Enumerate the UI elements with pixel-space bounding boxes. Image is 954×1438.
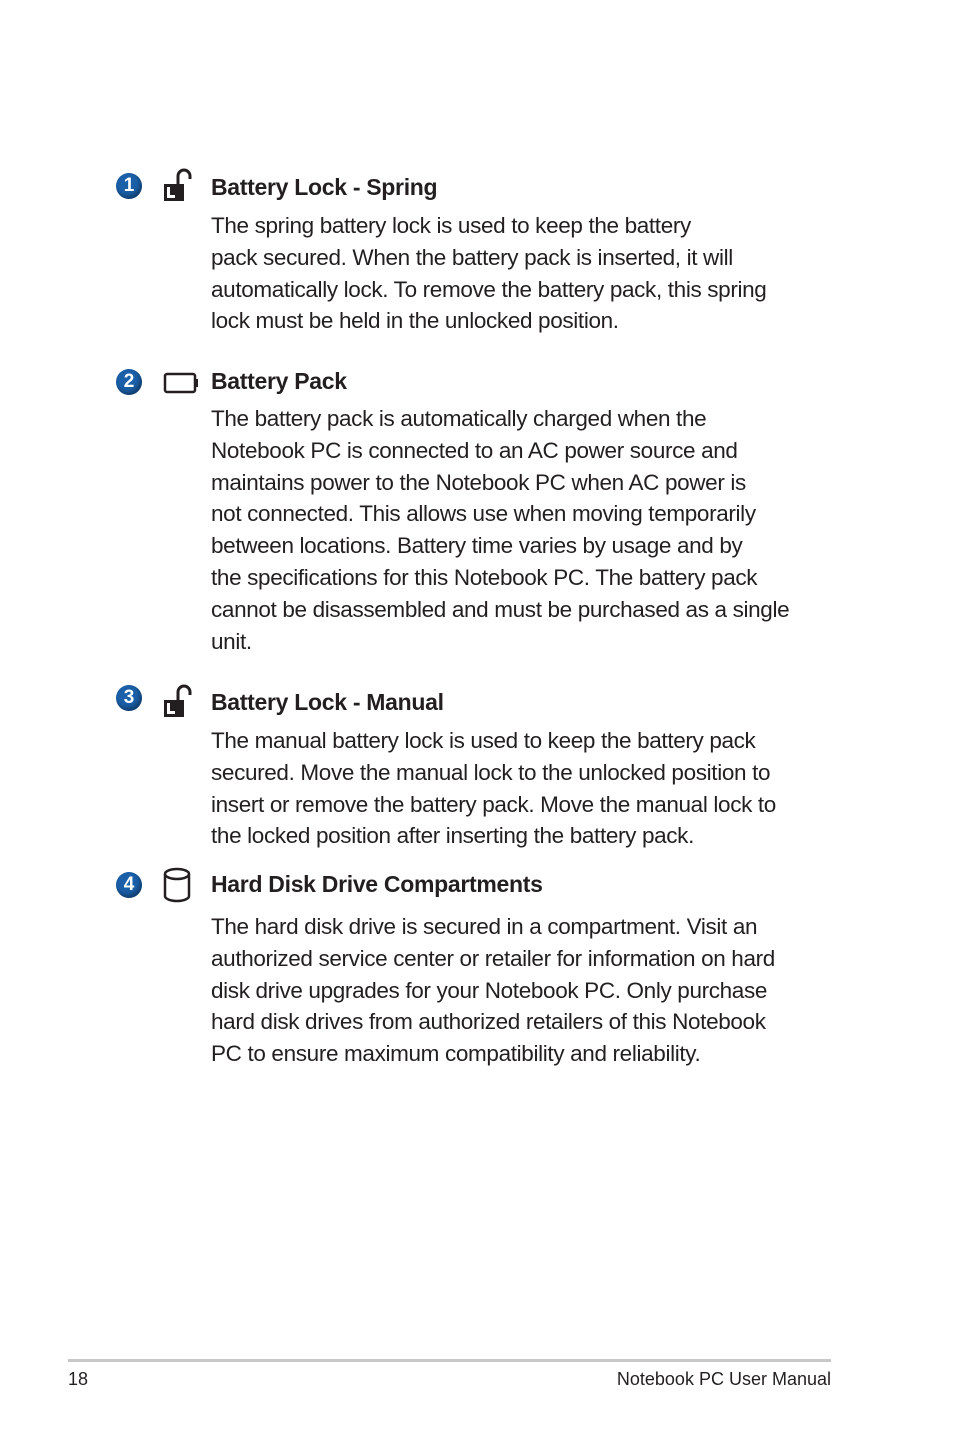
item-number-badge: 3 — [116, 685, 142, 711]
body-line: the locked position after inserting the battery pack. — [211, 823, 694, 849]
section-title: Battery Lock - Spring — [211, 174, 438, 200]
unlocked-lock-icon — [160, 168, 200, 202]
hard-disk-icon — [160, 866, 200, 900]
item-number-badge: 2 — [116, 369, 142, 395]
body-line: disk drive upgrades for your Notebook PC. Only purchase — [211, 977, 768, 1003]
section-body — [211, 403, 836, 657]
item-number-badge: 1 — [116, 173, 142, 199]
battery-icon — [160, 368, 200, 402]
body-line: The spring battery lock is used to keep the battery — [211, 213, 691, 238]
section-title: Battery Pack — [211, 368, 347, 394]
body-line: insert or remove the battery pack. Move the manual lock to — [211, 791, 776, 817]
body-line: automatically lock. To remove the battery pack, this spring — [211, 276, 767, 302]
section-body — [211, 911, 836, 1070]
footer-divider — [68, 1359, 831, 1362]
body-line: Notebook PC is connected to an AC power source and — [211, 437, 738, 463]
body-line: the specifications for this Notebook PC. The battery pack — [211, 564, 758, 590]
unlocked-lock-icon — [160, 684, 200, 718]
body-line: The hard disk drive is secured in a compartment. Visit an — [211, 914, 758, 939]
body-line: secured. Move the manual lock to the unlocked position to — [211, 759, 771, 785]
body-line: cannot be disassembled and must be purchased as a single — [211, 596, 790, 622]
section-title: Hard Disk Drive Compartments — [211, 871, 543, 897]
body-line: not connected. This allows use when moving temporarily — [211, 501, 756, 527]
page-number: 18 — [68, 1369, 89, 1389]
body-line: The manual battery lock is used to keep the battery pack — [211, 728, 756, 753]
body-line: between locations. Battery time varies by usage and by — [211, 533, 743, 559]
body-line: pack secured. When the battery pack is inserted, it will — [211, 244, 733, 270]
body-line: unit. — [211, 628, 252, 654]
section-body — [211, 725, 836, 852]
body-line: PC to ensure maximum compatibility and reliability. — [211, 1041, 701, 1067]
body-line: lock must be held in the unlocked position. — [211, 308, 619, 334]
item-number-badge: 4 — [116, 872, 142, 898]
footer-manual-title: Notebook PC User Manual — [616, 1369, 831, 1389]
section-title: Battery Lock - Manual — [211, 689, 444, 715]
body-line: authorized service center or retailer for information on hard — [211, 945, 775, 971]
body-line: hard disk drives from authorized retailers of this Notebook — [211, 1009, 766, 1035]
body-line: maintains power to the Notebook PC when AC power is — [211, 469, 746, 495]
body-line: The battery pack is automatically charged when the — [211, 406, 707, 431]
section-body — [211, 210, 836, 337]
